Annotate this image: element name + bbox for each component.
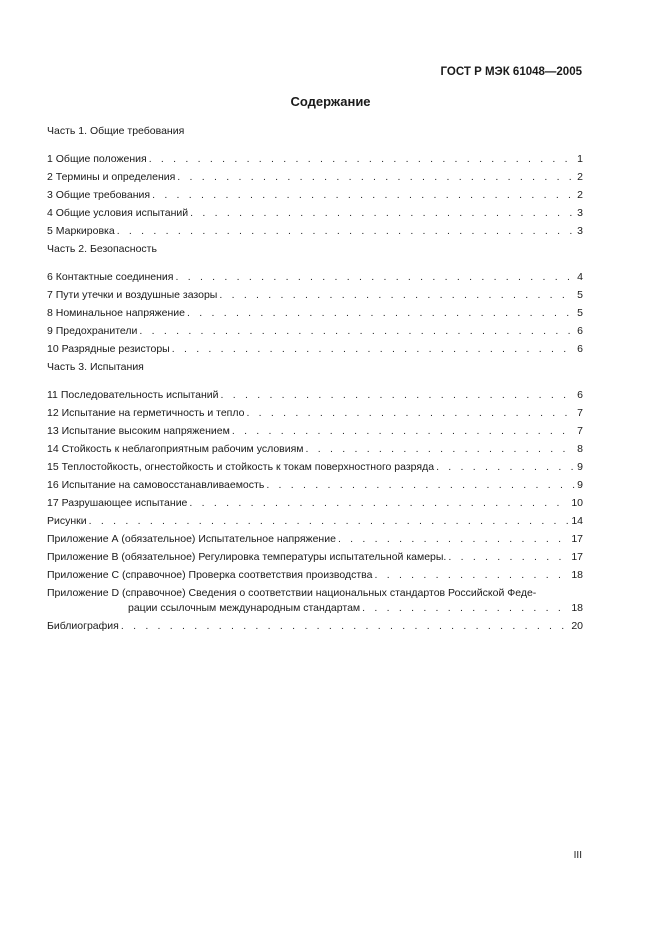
dot-leader: [266, 479, 575, 491]
toc-entry-label: 4 Общие условия испытаний: [47, 207, 189, 219]
toc-entry-label: 3 Общие требования: [47, 189, 151, 201]
toc-entry[interactable]: [47, 225, 583, 243]
toc-entry-label-line1: Приложение D (справочное) Сведения о соответствии национальных стандартов Российской Феде-: [47, 587, 537, 599]
toc-entry-page: 7: [577, 407, 583, 419]
toc-entry-bibliography[interactable]: [47, 620, 583, 638]
toc-entry[interactable]: [47, 425, 583, 443]
toc-entry-label: Приложение В (обязательное) Регулировка температуры испытательной камеры.: [47, 551, 447, 563]
toc-entry-page: 6: [577, 325, 583, 337]
toc-entry-label: Приложение А (обязательное) Испытательное напряжение: [47, 533, 336, 545]
toc-title: Содержание: [290, 94, 371, 109]
toc-entry-label: 15 Теплостойкость, огнестойкость и стойкость к токам поверхностного разряда: [47, 461, 435, 473]
toc-entry[interactable]: [47, 153, 583, 171]
toc-entry[interactable]: [47, 307, 583, 325]
toc-entry-label: 12 Испытание на герметичность и тепло: [47, 407, 245, 419]
toc-entry-page: 6: [577, 389, 583, 401]
toc-entry[interactable]: [47, 497, 583, 515]
toc-entry-label: 1 Общие положения: [47, 153, 147, 165]
toc-entry[interactable]: [47, 289, 583, 307]
dot-leader: [306, 443, 576, 455]
toc-entry-label: Приложение С (справочное) Проверка соответствия производства: [47, 569, 373, 581]
toc-entry[interactable]: [47, 171, 583, 189]
toc-entry[interactable]: [47, 271, 583, 289]
toc-entry-appendix-a[interactable]: [47, 533, 583, 551]
toc-entry-label: 11 Последовательность испытаний: [47, 389, 219, 401]
dot-leader: [219, 289, 575, 301]
toc-entry-label: Рисунки: [47, 515, 87, 527]
toc-entry[interactable]: [47, 343, 583, 361]
toc-entry-label: 17 Разрушающее испытание: [47, 497, 188, 509]
toc-entry[interactable]: [47, 407, 583, 425]
dot-leader: [152, 189, 575, 201]
dot-leader: [187, 307, 575, 319]
toc-entry-page: 8: [577, 443, 583, 455]
toc-entry[interactable]: [47, 189, 583, 207]
toc-entry-page: 10: [571, 497, 583, 509]
toc-entry[interactable]: [47, 325, 583, 343]
dot-leader: [448, 551, 569, 563]
dot-leader: [338, 533, 569, 545]
toc-entry-page: 4: [577, 271, 583, 283]
toc-entry-page: 3: [577, 207, 583, 219]
toc-entry-label: 13 Испытание высоким напряжением: [47, 425, 230, 437]
toc-entry-label: 10 Разрядные резисторы: [47, 343, 170, 355]
toc-entry-appendix-b[interactable]: [47, 551, 583, 569]
toc-entry[interactable]: [47, 479, 583, 497]
toc-entry[interactable]: [47, 461, 583, 479]
toc-entry-page: 3: [577, 225, 583, 237]
dot-leader: [221, 389, 576, 401]
toc-entry-appendix-d[interactable]: [47, 587, 583, 620]
toc-entry-page: 9: [577, 461, 583, 473]
toc-entry-label-line2: рации ссылочным международным стандартам: [128, 602, 361, 614]
dot-leader: [246, 407, 575, 419]
toc-entry-page: 1: [577, 153, 583, 165]
dot-leader: [177, 171, 575, 183]
document-code: ГОСТ Р МЭК 61048—2005: [440, 66, 582, 78]
dot-leader: [117, 225, 575, 237]
toc-part-title: Часть 3. Испытания: [47, 361, 144, 373]
toc-entry-label: 14 Стойкость к неблагоприятным рабочим условиям: [47, 443, 304, 455]
toc-entry-label: Библиография: [47, 620, 119, 632]
toc-entry-appendix-c[interactable]: [47, 569, 583, 587]
toc-entry-page: 17: [571, 551, 583, 563]
toc-entry-page: 9: [577, 479, 583, 491]
dot-leader: [172, 343, 575, 355]
toc-entry-page: 5: [577, 307, 583, 319]
dot-leader: [149, 153, 575, 165]
toc-entry-page: 18: [571, 602, 583, 614]
toc-entry-label: 8 Номинальное напряжение: [47, 307, 185, 319]
toc-entry-label: 7 Пути утечки и воздушные зазоры: [47, 289, 218, 301]
toc-entry-page: 2: [577, 189, 583, 201]
toc-entry-page: 7: [577, 425, 583, 437]
toc-entry-page: 17: [571, 533, 583, 545]
toc-entry-page: 18: [571, 569, 583, 581]
dot-leader: [175, 271, 575, 283]
dot-leader: [190, 207, 575, 219]
toc-entry[interactable]: [47, 389, 583, 407]
dot-leader: [436, 461, 575, 473]
toc-entry-page: 5: [577, 289, 583, 301]
dot-leader: [362, 602, 569, 614]
dot-leader: [121, 620, 569, 632]
toc-entry-label: 9 Предохранители: [47, 325, 138, 337]
toc-entry-page: 14: [571, 515, 583, 527]
toc-part-title: Часть 1. Общие требования: [47, 125, 185, 137]
toc-entry-label: 5 Маркировка: [47, 225, 115, 237]
dot-leader: [89, 515, 570, 527]
dot-leader: [189, 497, 569, 509]
toc-entry-figures[interactable]: [47, 515, 583, 533]
table-of-contents: [47, 125, 583, 638]
toc-entry-page: 6: [577, 343, 583, 355]
toc-entry-label: 16 Испытание на самовосстанавливаемость: [47, 479, 265, 491]
dot-leader: [232, 425, 575, 437]
toc-entry-page: 20: [571, 620, 583, 632]
page-number: III: [573, 850, 582, 861]
dot-leader: [139, 325, 575, 337]
toc-part-title: Часть 2. Безопасность: [47, 243, 157, 255]
toc-entry-label: 6 Контактные соединения: [47, 271, 174, 283]
toc-entry[interactable]: [47, 443, 583, 461]
toc-entry[interactable]: [47, 207, 583, 225]
toc-entry-label: 2 Термины и определения: [47, 171, 176, 183]
toc-entry-page: 2: [577, 171, 583, 183]
dot-leader: [374, 569, 569, 581]
